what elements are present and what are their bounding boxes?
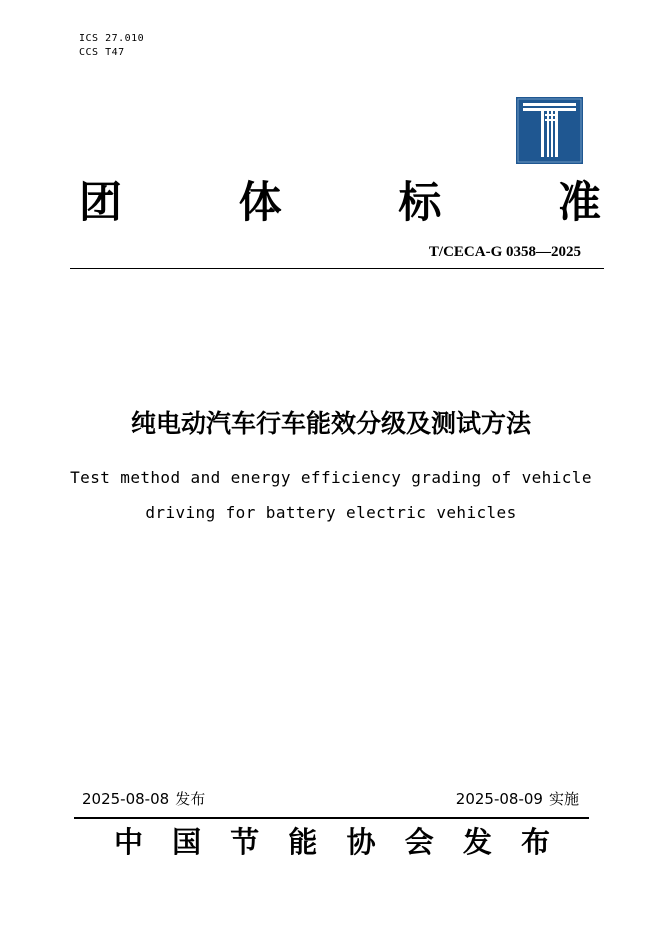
document-category — [79, 176, 601, 230]
title-english-line2: driving for battery electric vehicles — [145, 503, 517, 522]
publisher-char: 能 — [288, 825, 318, 859]
publisher-char: 国 — [172, 825, 202, 859]
implementation-date — [456, 789, 579, 809]
footer-divider — [74, 817, 589, 819]
publisher — [114, 822, 550, 862]
title-chinese: 纯电动汽车行车能效分级及测试方法 — [130, 409, 531, 438]
publisher-char: 发 — [462, 825, 492, 859]
category-char: 体 — [238, 178, 282, 228]
issue-date-label: 发布 — [175, 790, 206, 808]
standard-number: T/CECA-G 0358—2025 — [428, 244, 581, 260]
category-char: 标 — [398, 178, 442, 228]
publisher-char: 会 — [404, 825, 434, 859]
publisher-char: 节 — [230, 825, 260, 859]
issue-date-value: 2025-08-08 — [82, 790, 170, 808]
ics-code: ICS 27.010 — [79, 33, 145, 44]
publisher-char: 中 — [114, 825, 144, 859]
publisher-char: 布 — [520, 825, 550, 859]
implementation-date-label: 实施 — [548, 790, 579, 808]
title-english-line1: Test method and energy efficiency grading of vehicle — [70, 468, 592, 487]
header-divider — [70, 268, 604, 269]
issue-date — [82, 789, 205, 809]
category-char: 团 — [79, 178, 122, 228]
publisher-char: 协 — [346, 825, 376, 859]
organization-emblem-icon — [516, 97, 583, 164]
category-char: 准 — [557, 178, 601, 228]
implementation-date-value: 2025-08-09 — [455, 790, 543, 808]
ccs-code: CCS T47 — [79, 47, 125, 58]
